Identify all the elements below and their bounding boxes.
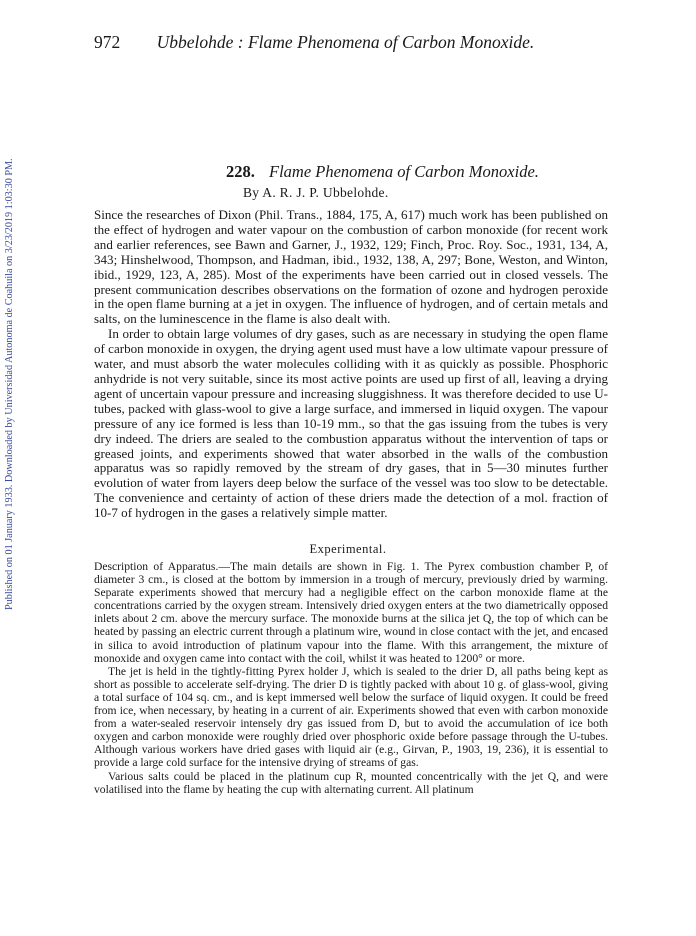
section-heading: Experimental. xyxy=(309,542,387,556)
running-head xyxy=(94,32,614,53)
download-notice xyxy=(4,90,18,610)
article-title-text: Flame Phenomena of Carbon Monoxide. xyxy=(269,162,539,181)
paragraph: Description of Apparatus.—The main details are shown in Fig. 1. The Pyrex combustion chamber P, of diameter 3 cm., is closed at the bottom by immersion in a trough of mercury, previously dried by warming. Separate experiments showed that mercury had a negligible effect on the carbon monoxide flame at the concentrations carried by the oxygen stream. Intensively dried oxygen enters at the two diametrically opposed inlets about 2 cm. above the mercury surface. The monoxide burns at the silica jet Q, the top of which can be heated by passing an electric current through a platinum wire, wound in close contact with the jet, and encased in silica to avoid introduction of platinum vapour into the flame. With this arrangement, the mixture of monoxide and oxygen came into contact with the coil, whilst it was heated to 1200° or more. xyxy=(94,560,608,665)
paragraph: Since the researches of Dixon (Phil. Trans., 1884, 175, A, 617) much work has been published on the effect of hydrogen and water vapour on the combustion of carbon monoxide (for recent work and earlier references, see Bawn and Garner, J., 1932, 129; Finch, Proc. Roy. Soc., 1931, 134, A, 343; Hinshelwood, Thompson, and Hadman, ibid., 1932, 138, A, 297; Bone, Weston, and Winton, ibid., 1929, 123, A, 285). Most of the experiments have been carried out in closed vessels. The present communication describes observations on the formation of ozone and hydrogen peroxide in the open flame burning at a jet in oxygen. The influence of hydrogen, and of certain metals and salts, on the luminescence in the flame is also dealt with. xyxy=(94,207,608,327)
paragraph: Various salts could be placed in the platinum cup R, mounted concentrically with the jet Q, and were volatilised into the flame by heating the cup with alternating current. All platinum xyxy=(94,769,608,796)
author-byline: By A. R. J. P. Ubbelohde. xyxy=(243,185,389,200)
paragraph: The jet is held in the tightly-fitting Pyrex holder J, which is sealed to the drier D, all paths being kept as short as possible to accelerate self-drying. The drier D is tightly packed with about 10 g. of glass-wool, giving a total surface of 104 sq. cm., and is kept immersed well below the surface of liquid oxygen. It could be freed from ice, when necessary, by heating in a current of air. Experiments showed that even with carbon monoxide from a water-sealed reservoir intensely dry gas issued from D, but to avoid the accumulation of ice both oxygen and carbon monoxide were roughly dried over phosphoric oxide before passage through the U-tubes. Although various workers have dried gases with liquid air (e.g., Girvan, P., 1903, 19, 236), it is essential to provide a large cold surface for the intensive drying of streams of gas. xyxy=(94,664,608,770)
running-title: Ubbelohde : Flame Phenomena of Carbon Monoxide. xyxy=(156,32,535,52)
paragraph: In order to obtain large volumes of dry gases, such as are necessary in studying the open flame of carbon monoxide in oxygen, the drying agent used must have a low ultimate vapour pressure of water, and must absorb the water molecules colliding with it as quickly as possible. Phosphoric anhydride is not very suitable, since its most active points are used up first of all, leaving a drying agent of uncertain vapour pressure and increasing sluggishness. It was therefore decided to use U-tubes, packed with glass-wool to give a large surface, and immersed in liquid oxygen. The vapour pressure of any ice formed is less than 10-19 mm., so that the gas issuing from the tubes is very dry indeed. The driers are sealed to the combustion apparatus without the intervention of taps or greased joints, and experiments showed that water absorbed in the walls of the combustion apparatus was so rapidly removed by the stream of dry gases, that in 5—30 minutes further evolution of water from layers deep below the surface of the vessel was too slow to be detectable. The convenience and certainty of action of these driers made the detection of a mol. fraction of 10-7 of hydrogen in the gases a relatively simple matter. xyxy=(94,326,608,521)
download-notice-text: Published on 01 January 1933. Downloaded by Universidad Autonoma de Coahuila on 3/23/2019 1:03:30 PM. xyxy=(4,158,15,610)
introduction xyxy=(94,208,608,521)
article-title xyxy=(226,162,539,182)
page-number: 972 xyxy=(94,32,121,52)
article-number: 228. xyxy=(226,162,255,181)
experimental-section xyxy=(94,560,608,796)
